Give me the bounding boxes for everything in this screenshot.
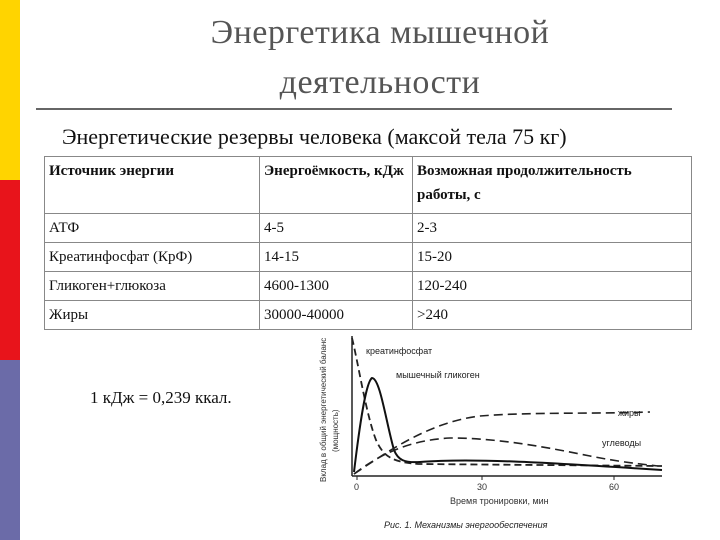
header-capacity: Энергоёмкость, кДж [260,157,413,214]
accent-bar-yellow [0,0,20,180]
table-header-row [45,157,692,214]
cell-duration: 120-240 [413,272,692,301]
label-creatine-phosphate: креатинфосфат [366,346,433,356]
x-tick-label-60: 60 [609,482,620,492]
cell-source: Креатинфосфат (КрФ) [45,243,260,272]
figure-caption: Рис. 1. Механизмы энергообеспечения [384,520,548,530]
title-divider [36,108,672,110]
x-axis-label: Время тронировки, мин [450,496,549,506]
cell-duration: 2-3 [413,214,692,243]
y-axis-label-line1: Вклад в общий энергетический баланс [319,337,328,482]
conversion-note: 1 кДж = 0,239 ккал. [90,388,232,407]
energy-reserves-table [44,156,692,330]
cell-capacity: 4600-1300 [260,272,413,301]
table-row [45,243,692,272]
y-axis-label-line2: (мощность) [331,409,340,452]
table-row [45,214,692,243]
x-tick-label-30: 30 [477,482,488,492]
muscle-glycogen-curve [354,378,662,472]
page-title-line2: деятельности [279,64,481,101]
cell-duration: 15-20 [413,243,692,272]
cell-source: АТФ [45,214,260,243]
page-title-line1: Энергетика мышечной [210,14,550,51]
label-fats: жиры [618,408,641,418]
header-duration: Возможная продолжительность работы, с [413,157,692,214]
label-carbohydrates: углеводы [602,438,642,448]
table-subtitle: Энергетические резервы человека (максой тела 75 кг) [62,124,567,149]
header-source: Источник энергии [45,157,260,214]
cell-duration: >240 [413,301,692,330]
accent-bar-blue [0,360,20,540]
accent-bar-red [0,180,20,360]
x-tick-label-0: 0 [354,482,360,492]
cell-capacity: 4-5 [260,214,413,243]
label-muscle-glycogen: мышечный гликоген [396,370,480,380]
table-row [45,272,692,301]
cell-source: Гликоген+глюкоза [45,272,260,301]
cell-capacity: 14-15 [260,243,413,272]
cell-source: Жиры [45,301,260,330]
cell-capacity: 30000-40000 [260,301,413,330]
energy-mechanisms-figure [300,322,690,536]
